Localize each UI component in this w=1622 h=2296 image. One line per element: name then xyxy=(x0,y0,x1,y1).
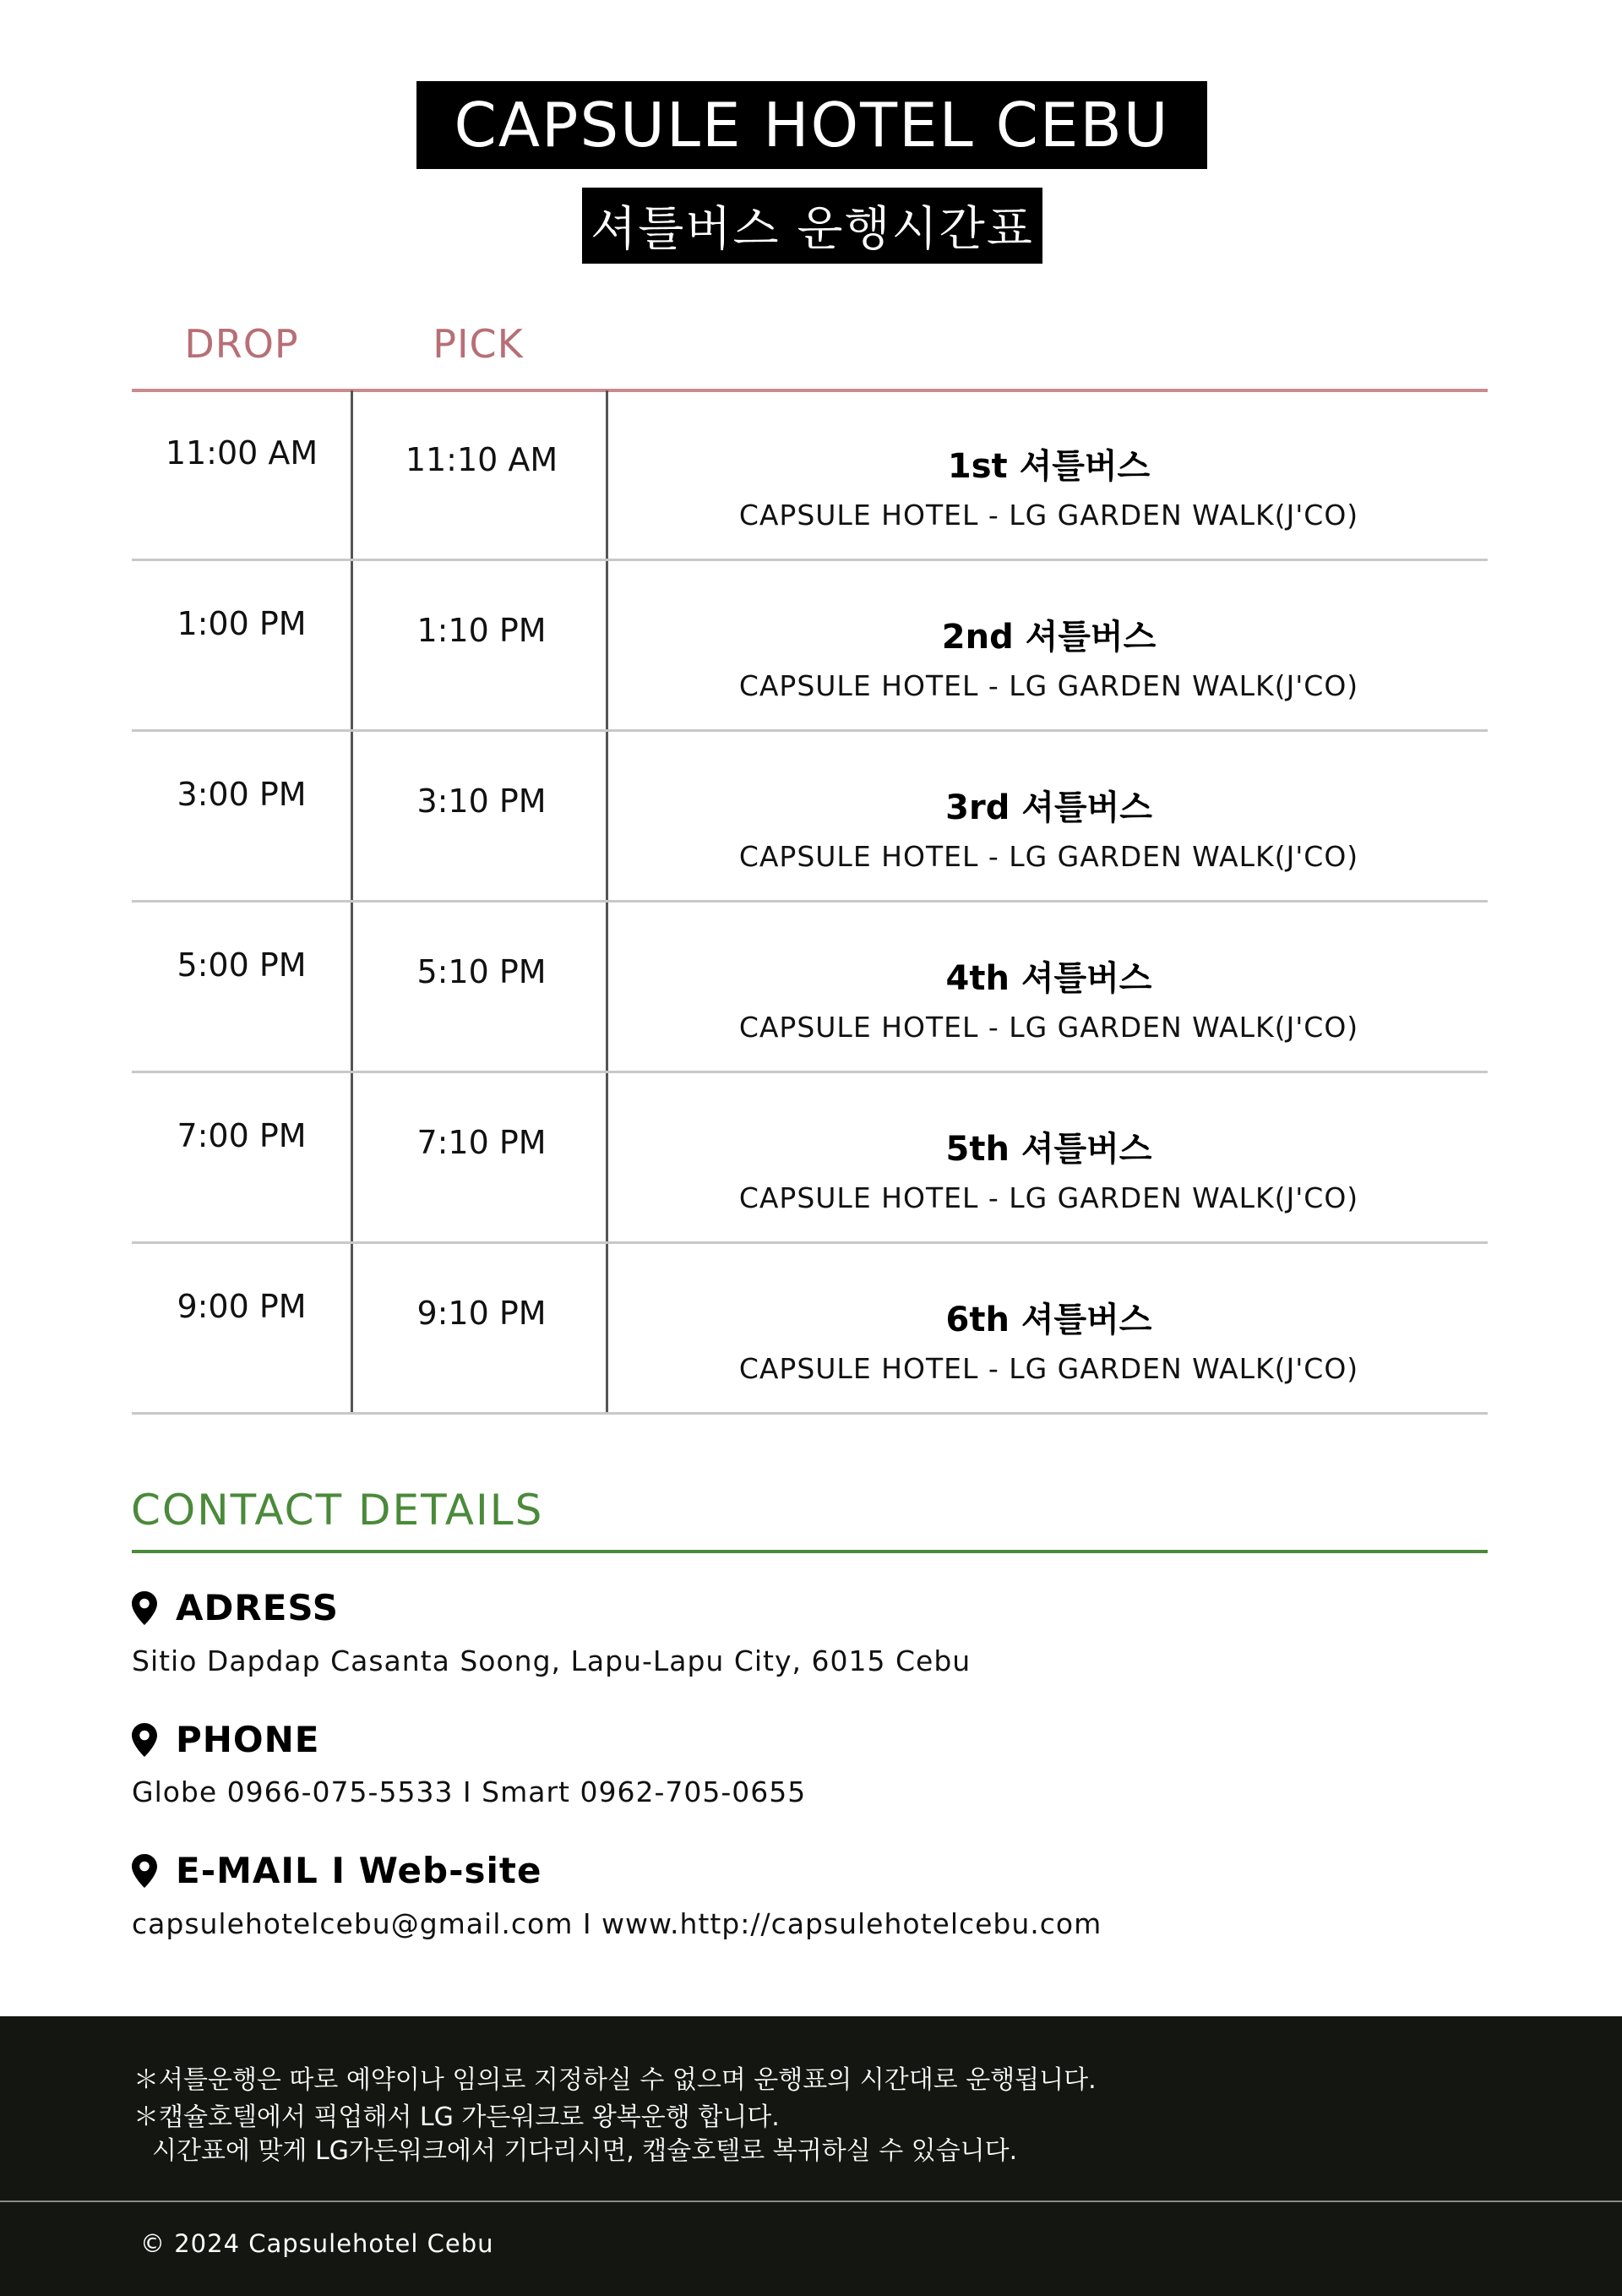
shuttle-name: 1st 셔틀버스 xyxy=(947,447,1151,486)
table-row xyxy=(132,903,1488,1073)
row-divider xyxy=(132,1412,1488,1415)
table-row xyxy=(132,732,1488,903)
shuttle-route: CAPSULE HOTEL - LG GARDEN WALK(J'CO) xyxy=(738,1181,1359,1214)
contact-divider xyxy=(132,1550,1488,1553)
phone-heading xyxy=(132,1719,319,1760)
shuttle-name: 6th 셔틀버스 xyxy=(945,1301,1152,1339)
drop-time: 3:00 PM xyxy=(177,776,307,813)
location-pin-icon xyxy=(132,1591,157,1625)
pick-time: 5:10 PM xyxy=(416,953,547,990)
pick-column-header: PICK xyxy=(433,321,524,367)
location-pin-icon xyxy=(132,1854,157,1888)
page-subtitle: 셔틀버스 운행시간표 xyxy=(582,188,1042,264)
location-pin-icon xyxy=(132,1723,157,1757)
email-text: capsulehotelcebu@gmail.com I www.http://capsulehotelcebu.com xyxy=(132,1907,1102,1940)
table-row xyxy=(132,1244,1488,1415)
drop-time: 7:00 PM xyxy=(177,1117,307,1154)
drop-column-header: DROP xyxy=(184,321,299,367)
pick-time: 3:10 PM xyxy=(416,783,547,820)
shuttle-name: 4th 셔틀버스 xyxy=(945,959,1152,998)
table-row xyxy=(132,561,1488,732)
copyright: © 2024 Capsulehotel Cebu xyxy=(140,2229,494,2258)
footer-divider xyxy=(0,2201,1622,2202)
shuttle-route: CAPSULE HOTEL - LG GARDEN WALK(J'CO) xyxy=(738,1011,1359,1044)
phone-label: PHONE xyxy=(176,1719,320,1760)
footer-note-2: ＊캡슐호텔에서 픽업해서 LG 가든워크로 왕복운행 합니다. xyxy=(133,2102,780,2132)
phone-text: Globe 0966-075-5533 I Smart 0962-705-0655 xyxy=(132,1775,807,1808)
page-title: CAPSULE HOTEL CEBU xyxy=(416,81,1207,169)
drop-time: 9:00 PM xyxy=(177,1288,307,1325)
shuttle-name: 3rd 셔틀버스 xyxy=(945,788,1152,827)
shuttle-route: CAPSULE HOTEL - LG GARDEN WALK(J'CO) xyxy=(738,1352,1359,1385)
shuttle-name: 5th 셔틀버스 xyxy=(945,1130,1152,1169)
shuttle-route: CAPSULE HOTEL - LG GARDEN WALK(J'CO) xyxy=(738,840,1359,873)
contact-section-title: CONTACT DETAILS xyxy=(131,1486,544,1535)
email-label: E-MAIL I Web-site xyxy=(176,1850,542,1891)
address-text: Sitio Dapdap Casanta Soong, Lapu-Lapu City, 6015 Cebu xyxy=(132,1644,972,1677)
table-row xyxy=(132,390,1488,561)
footer-note-1: ＊셔틀운행은 따로 예약이나 임의로 지정하실 수 없으며 운행표의 시간대로 운행됩니다. xyxy=(133,2065,1097,2095)
pick-time: 11:10 AM xyxy=(405,441,558,478)
shuttle-route: CAPSULE HOTEL - LG GARDEN WALK(J'CO) xyxy=(738,499,1359,532)
pick-time: 1:10 PM xyxy=(416,612,547,649)
address-label: ADRESS xyxy=(176,1587,340,1628)
address-heading xyxy=(132,1587,339,1628)
footer-note-3: 시간표에 맞게 LG가든워크에서 기다리시면, 캡슐호텔로 복귀하실 수 있습니다. xyxy=(152,2136,1018,2166)
shuttle-route: CAPSULE HOTEL - LG GARDEN WALK(J'CO) xyxy=(738,669,1359,702)
pick-time: 9:10 PM xyxy=(416,1295,547,1332)
table-row xyxy=(132,1073,1488,1244)
pick-time: 7:10 PM xyxy=(416,1124,547,1161)
email-heading xyxy=(132,1850,542,1891)
drop-time: 11:00 AM xyxy=(165,434,318,472)
drop-time: 5:00 PM xyxy=(177,946,307,984)
drop-time: 1:00 PM xyxy=(177,605,307,642)
shuttle-name: 2nd 셔틀버스 xyxy=(941,618,1157,657)
